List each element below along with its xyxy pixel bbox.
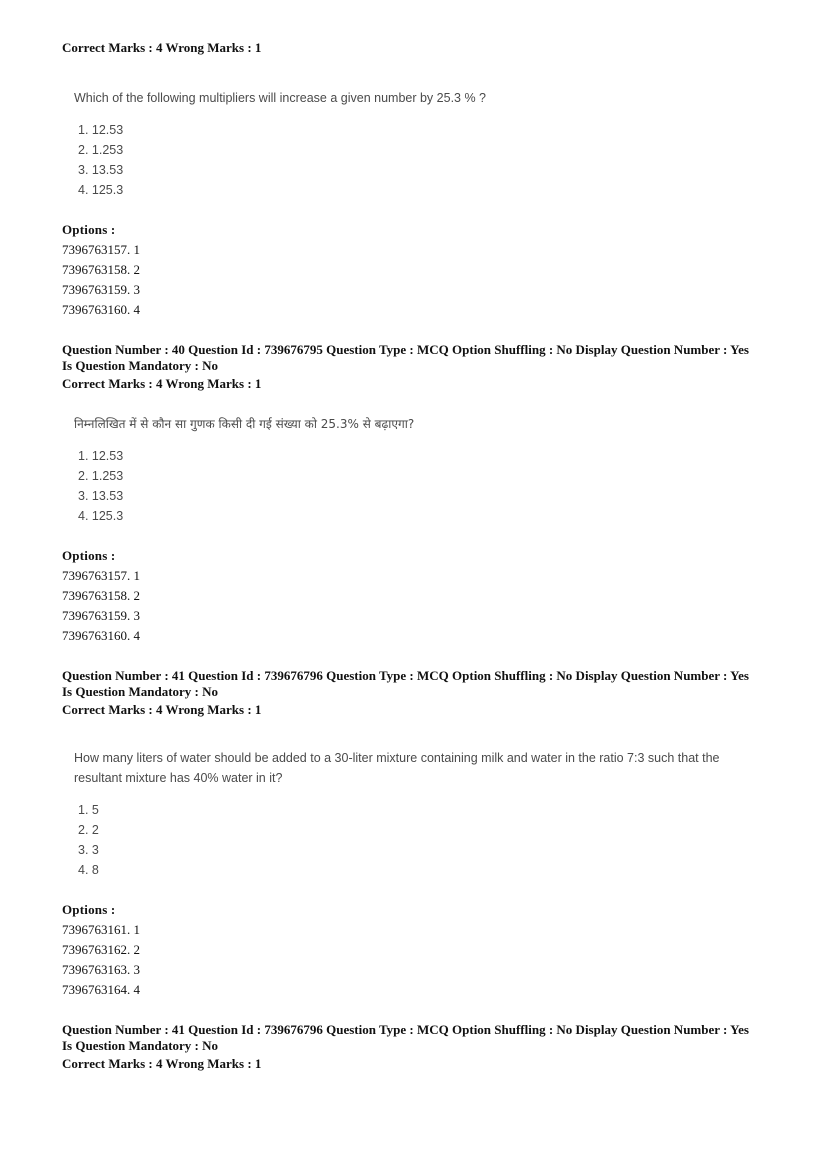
option-item: 7396763160. 4 bbox=[62, 628, 140, 643]
choice-item: 3. 13.53 bbox=[78, 489, 124, 503]
option-item: 7396763161. 1 bbox=[62, 922, 140, 937]
option-item: 7396763157. 1 bbox=[62, 568, 140, 583]
option-item: 7396763158. 2 bbox=[62, 262, 140, 277]
correct-marks-line: Correct Marks : 4 Wrong Marks : 1 bbox=[62, 40, 262, 55]
option-item: 7396763163. 3 bbox=[62, 962, 140, 977]
choice-item: 3. 13.53 bbox=[78, 163, 124, 177]
choice-list bbox=[74, 446, 782, 526]
options-list bbox=[62, 566, 782, 646]
choice-item: 4. 8 bbox=[78, 863, 99, 877]
choice-list bbox=[74, 120, 782, 200]
choice-item: 4. 125.3 bbox=[78, 509, 124, 523]
question-text: निम्नलिखित में से कौन सा गुणक किसी दी गई संख्या को 25.3% से बढ़ाएगा? bbox=[74, 417, 415, 431]
correct-marks-line: Correct Marks : 4 Wrong Marks : 1 bbox=[62, 376, 262, 391]
mandatory-line: Is Question Mandatory : No bbox=[62, 684, 219, 699]
choice-item: 2. 1.253 bbox=[78, 469, 124, 483]
question-paper-page bbox=[62, 40, 782, 1072]
choice-list bbox=[74, 800, 782, 880]
options-title: Options : bbox=[62, 222, 116, 237]
option-item: 7396763160. 4 bbox=[62, 302, 140, 317]
question-text: Which of the following multipliers will increase a given number by 25.3 % ? bbox=[74, 91, 486, 105]
question-block-39 bbox=[62, 40, 782, 320]
options-list bbox=[62, 920, 782, 1000]
correct-marks-line: Correct Marks : 4 Wrong Marks : 1 bbox=[62, 1056, 262, 1071]
question-header: Question Number : 41 Question Id : 739676796 Question Type : MCQ Option Shuffling : No Display Question Number : Yes bbox=[62, 668, 749, 683]
options-list bbox=[62, 240, 782, 320]
question-block-41-repeat bbox=[62, 1022, 782, 1072]
choice-item: 1. 5 bbox=[78, 803, 99, 817]
choice-item: 2. 1.253 bbox=[78, 143, 124, 157]
question-image bbox=[62, 88, 782, 200]
option-item: 7396763159. 3 bbox=[62, 282, 140, 297]
option-item: 7396763157. 1 bbox=[62, 242, 140, 257]
option-item: 7396763162. 2 bbox=[62, 942, 140, 957]
option-item: 7396763164. 4 bbox=[62, 982, 140, 997]
choice-item: 1. 12.53 bbox=[78, 449, 124, 463]
question-block-41 bbox=[62, 668, 782, 1000]
choice-item: 3. 3 bbox=[78, 843, 99, 857]
question-image bbox=[62, 414, 782, 526]
option-item: 7396763159. 3 bbox=[62, 608, 140, 623]
mandatory-line: Is Question Mandatory : No bbox=[62, 1038, 219, 1053]
question-image bbox=[62, 748, 782, 880]
options-title: Options : bbox=[62, 902, 116, 917]
correct-marks-line: Correct Marks : 4 Wrong Marks : 1 bbox=[62, 702, 262, 717]
question-text-continued: resultant mixture has 40% water in it? bbox=[74, 771, 283, 785]
choice-item: 4. 125.3 bbox=[78, 183, 124, 197]
question-text: How many liters of water should be added to a 30-liter mixture containing milk and water in the ratio 7:3 such that the bbox=[74, 751, 720, 765]
question-header: Question Number : 41 Question Id : 739676796 Question Type : MCQ Option Shuffling : No Display Question Number : Yes bbox=[62, 1022, 749, 1037]
choice-item: 2. 2 bbox=[78, 823, 99, 837]
question-header: Question Number : 40 Question Id : 739676795 Question Type : MCQ Option Shuffling : No Display Question Number : Yes bbox=[62, 342, 749, 357]
options-title: Options : bbox=[62, 548, 116, 563]
mandatory-line: Is Question Mandatory : No bbox=[62, 358, 219, 373]
choice-item: 1. 12.53 bbox=[78, 123, 124, 137]
question-block-40 bbox=[62, 342, 782, 646]
option-item: 7396763158. 2 bbox=[62, 588, 140, 603]
